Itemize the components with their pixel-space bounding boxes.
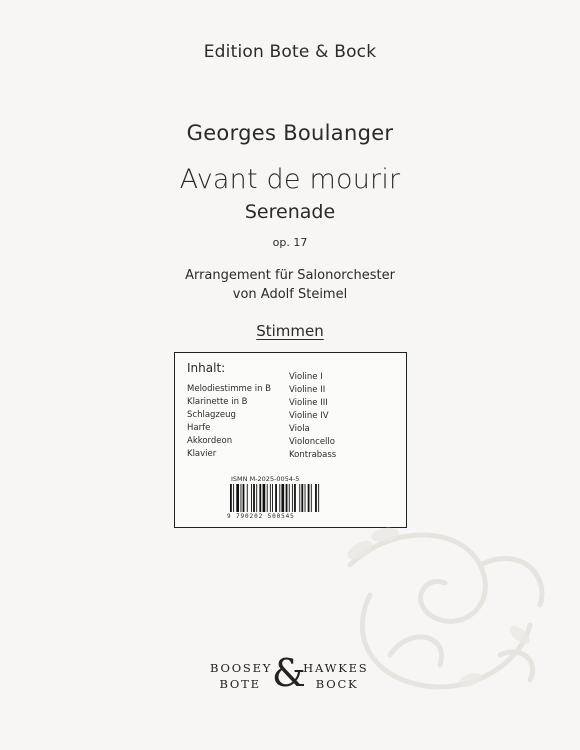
contents-item: Harfe: [187, 423, 211, 433]
publisher-logo: [210, 651, 370, 695]
logo-text-hawkes: HAWKES: [303, 661, 369, 675]
logo-ampersand: &: [272, 651, 306, 695]
barcode-digits: 9 790202 500545: [227, 513, 295, 520]
opus-number: op. 17: [272, 236, 308, 249]
work-title: Avant de mourir: [179, 164, 401, 195]
contents-item: Violine IV: [289, 411, 329, 421]
work-subtitle: Serenade: [244, 201, 336, 223]
contents-item: Akkordeon: [187, 436, 233, 446]
publisher-name: Edition Bote & Bock: [203, 42, 377, 62]
parts-heading: [0, 322, 580, 340]
contents-left-column: [187, 383, 271, 461]
logo-text-bote: BOTE: [219, 677, 261, 691]
contents-item: Violine III: [289, 398, 328, 408]
contents-item: Klarinette in B: [187, 397, 248, 407]
contents-item: Kontrabass: [289, 450, 337, 460]
ismn-label: ISMN M-2025-0054-5: [231, 475, 300, 483]
arrangement-line-2: von Adolf Steimel: [232, 287, 348, 302]
contents-item: Viola: [289, 424, 310, 434]
arrangement-line-1: Arrangement für Salonorchester: [185, 268, 395, 283]
contents-item: Violoncello: [289, 437, 335, 447]
logo-text-boosey: BOOSEY: [210, 661, 273, 675]
contents-item: Violine II: [289, 385, 326, 395]
contents-item: Violine I: [289, 372, 323, 382]
contents-box: [174, 352, 407, 528]
parts-heading-text: Stimmen: [256, 322, 324, 340]
contents-item: Klavier: [187, 449, 217, 459]
composer-name: Georges Boulanger: [186, 121, 394, 145]
contents-item: Schlagzeug: [187, 410, 236, 420]
contents-heading: Inhalt:: [187, 361, 226, 375]
contents-item: Melodiestimme in B: [187, 384, 272, 394]
logo-text-bock: BOCK: [315, 677, 359, 691]
contents-right-column: [289, 371, 336, 462]
